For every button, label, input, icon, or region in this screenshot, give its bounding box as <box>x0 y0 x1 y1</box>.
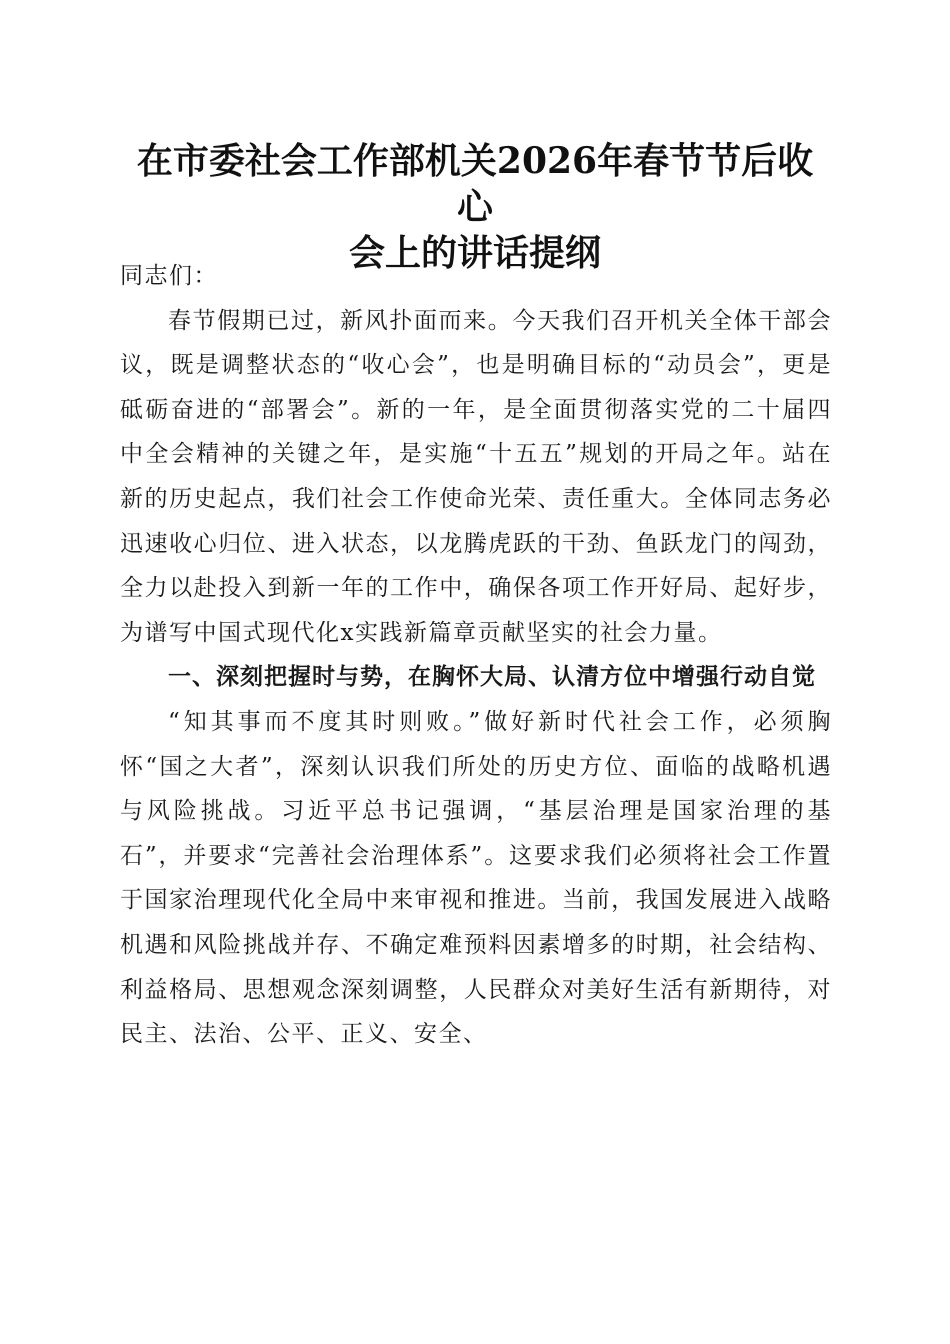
paragraph-intro: 春节假期已过，新风扑面而来。今天我们召开机关全体干部会议，既是调整状态的“收心会”，也是明确目标的“动员会”，更是砥砺奋进的“部署会”。新的一年，是全面贯彻落实党的二十届四中全会精神的关键之年，是实施“十五五”规划的开局之年。站在新的历史起点，我们社会工作使命光荣、责任重大。全体同志务必迅速收心归位、进入状态，以龙腾虎跃的干劲、鱼跃龙门的闯劲，全力以赴投入到新一年的工作中，确保各项工作开好局、起好步，为谱写中国式现代化x实践新篇章贡献坚实的社会力量。 <box>120 307 832 646</box>
title-line-2: 会上的讲话提纲 <box>348 232 601 274</box>
paragraph-section-1: “知其事而不度其时则败。”做好新时代社会工作，必须胸怀“国之大者”，深刻认识我们所处的历史方位、面临的战略机遇与风险挑战。习近平总书记强调，“基层治理是国家治理的基石”，并要求“完善社会治理体系”。这要求我们必须将社会工作置于国家治理现代化全局中来审视和推进。当前，我国发展进入战略机遇和风险挑战并存、不确定难预料因素增多的时期，社会结构、利益格局、思想观念深刻调整，人民群众对美好生活有新期待，对民主、法治、公平、正义、安全、 <box>120 708 832 1048</box>
salutation: 同志们： <box>120 263 218 289</box>
section-heading-1: 一、深刻把握时与势，在胸怀大局、认清方位中增强行动自觉 <box>168 664 816 691</box>
document-body <box>120 254 832 1057</box>
title-line-1: 在市委社会工作部机关2026年春节节后收心 <box>136 140 814 228</box>
